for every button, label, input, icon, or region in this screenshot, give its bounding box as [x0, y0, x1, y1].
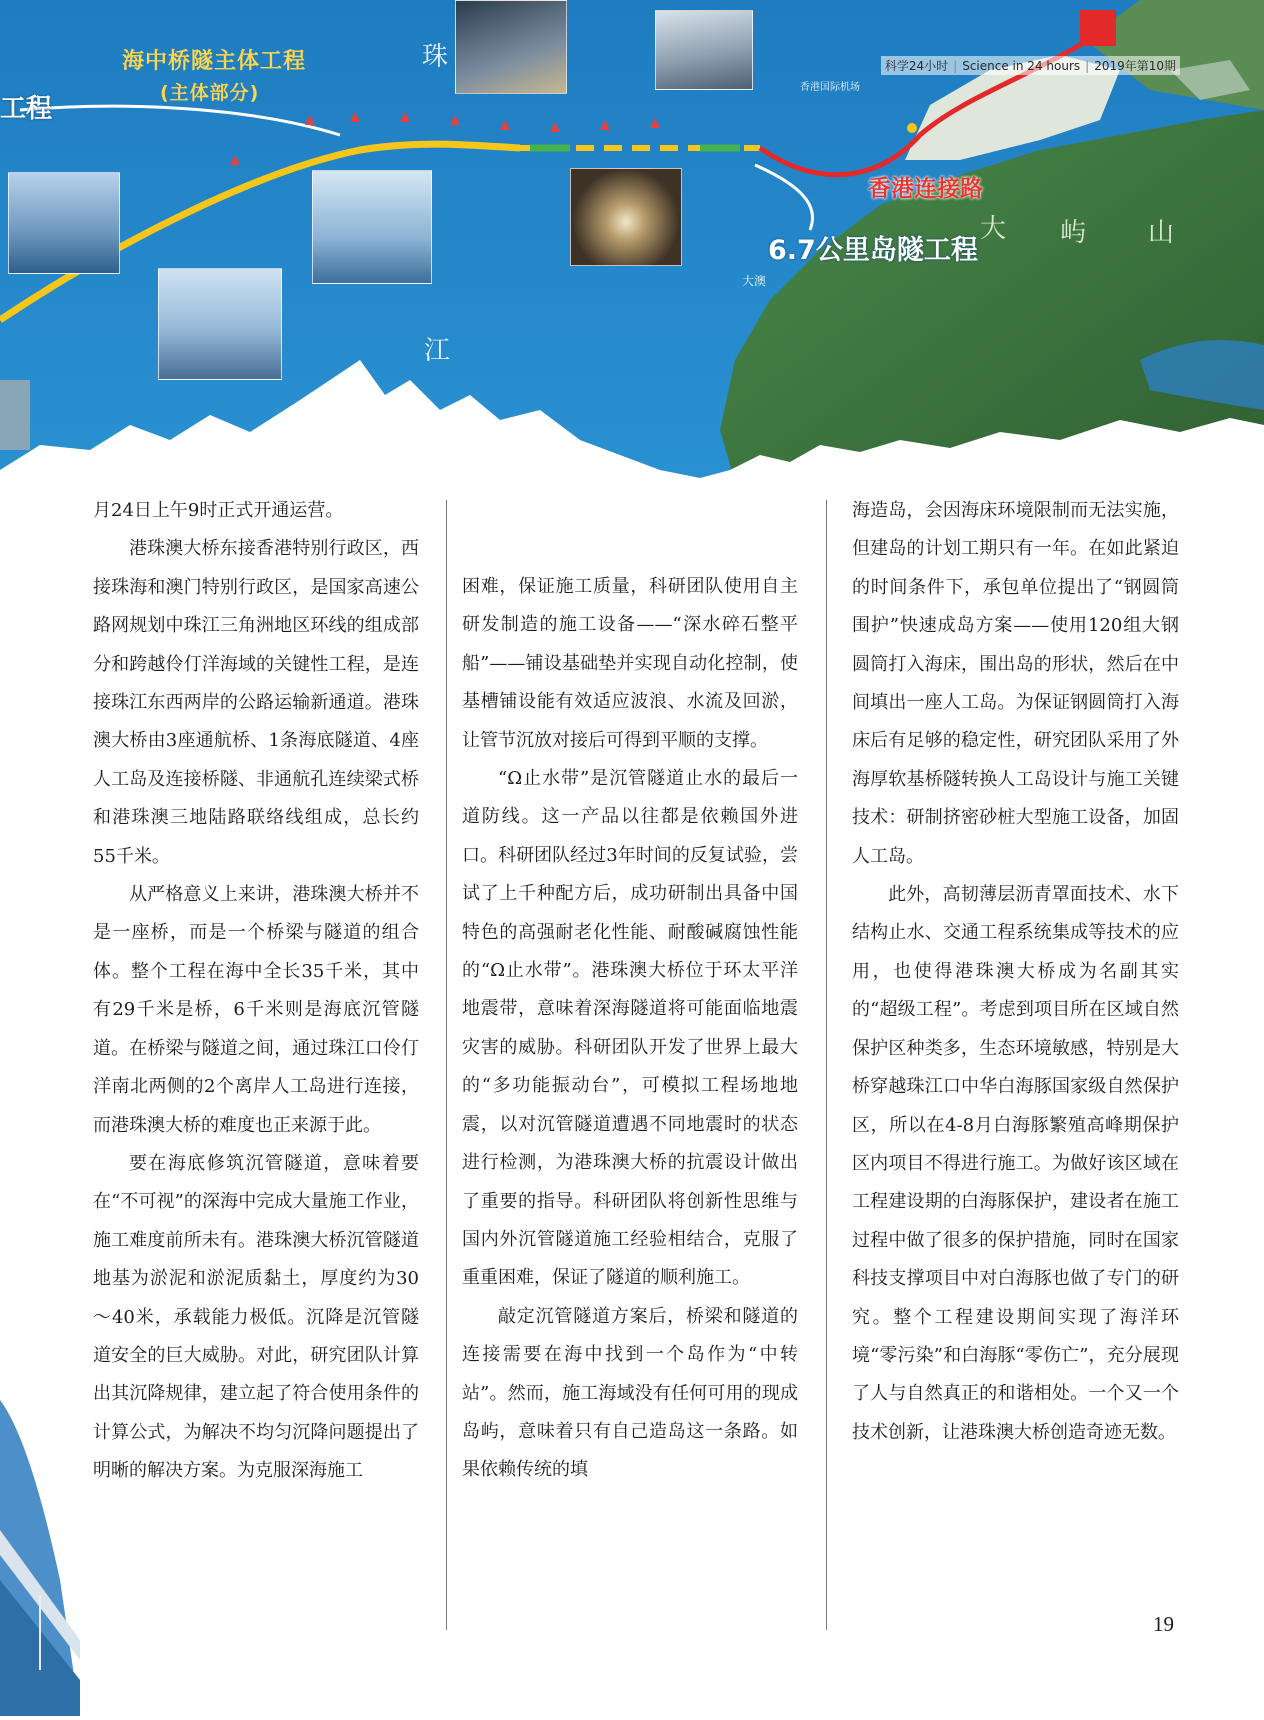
map-title-left: 工程	[0, 94, 53, 124]
text-column-1	[93, 492, 419, 1491]
bridge-photo-3	[158, 268, 282, 380]
map-char-yu: 屿	[1060, 218, 1087, 248]
bridge-photo-2	[312, 170, 432, 284]
dao-label: 大澳	[742, 274, 767, 288]
bridge-photo-1	[8, 172, 120, 274]
map-title-main: 海中桥隧主体工程	[122, 49, 307, 74]
tunnel-interior-photo	[570, 168, 682, 266]
map-title-sub: (主体部分)	[160, 82, 260, 104]
airport-label: 香港国际机场	[800, 82, 860, 93]
bridge-corner-photo	[0, 1380, 80, 1716]
tunnel-project-label: 6.7公里岛隧工程	[768, 235, 978, 266]
text-column-3	[852, 492, 1179, 1452]
map-char-jiang: 江	[424, 336, 451, 366]
column-divider-2	[826, 500, 827, 1630]
paragraph: 此外，高韧薄层沥青罩面技术、水下结构止水、交通工程系统集成等技术的应用，也使得港珠澳大桥成为名副其实的“超级工程”。考虑到项目所在区域自然保护区种类多，生态环境敏感，特别是大桥穿越珠江口中华白海豚国家级自然保护区，所以在4-8月白海豚繁殖高峰期保护区内项目不得进行施工。为做好该区域在工程建设期的白海豚保护，建设者在施工过程中做了很多的保护措施，同时在国家科技支撑项目中对白海豚也做了专门的研究。整个工程建设期间实现了海洋环境“零污染”和白海豚“零伤亡”，充分展现了人与自然真正的和谐相处。一个又一个技术创新，让港珠澳大桥创造奇迹无数。	[852, 884, 1179, 1443]
paragraph: 要在海底修筑沉管隧道，意味着要在“不可视”的深海中完成大量施工作业，施工难度前所未有。港珠澳大桥沉管隧道地基为淤泥和淤泥质黏土，厚度约为30～40米，承载能力极低。沉降是沉管隧道安全的巨大威胁。对此，研究团队计算出其沉降规律，建立起了符合使用条件的计算公式，为解决不均匀沉降问题提出了明晰的解决方案。为克服深海施工	[93, 1152, 419, 1482]
map-char-shan: 山	[1148, 218, 1175, 248]
island-render-photo-2	[655, 10, 753, 90]
paragraph: 敲定沉管隧道方案后，桥梁和隧道的连接需要在海中找到一个岛作为“中转站”。然而，施工海域没有任何可用的现成岛屿，意味着只有自己造岛这一条路。如果依赖传统的填	[462, 1305, 798, 1481]
text-column-2	[462, 568, 798, 1490]
hk-link-label: 香港连接路	[868, 176, 983, 202]
header-magazine-en: Science in 24 hours	[962, 59, 1081, 73]
header-issue: 2019年第10期	[1094, 59, 1176, 73]
paragraph: 从严格意义上来讲，港珠澳大桥并不是一座桥，而是一个桥梁与隧道的组合体。整个工程在海中全长35千米，其中有29千米是桥，6千米则是海底沉管隧道。在桥梁与隧道之间，通过珠江口伶仃洋南北两侧的2个离岸人工岛进行连接，而港珠澳大桥的难度也正来源于此。	[93, 884, 419, 1136]
paragraph: 海造岛，会因海床环境限制而无法实施，但建岛的计划工期只有一年。在如此紧迫的时间条件下，承包单位提出了“钢圆筒围护”快速成岛方案——使用120组大钢圆筒打入海床，围出岛的形状，然后在中间填出一座人工岛。为保证钢圆筒打入海床后有足够的稳定性，研究团队采用了外海厚软基桥隧转换人工岛设计与施工关键技术：研制挤密砂桩大型施工设备，加固人工岛。	[852, 500, 1179, 867]
column-divider-1	[446, 500, 447, 1630]
paragraph: 港珠澳大桥东接香港特别行政区，西接珠海和澳门特别行政区，是国家高速公路网规划中珠江三角洲地区环线的组成部分和跨越伶仃洋海域的关键性工程，是连接珠江东西两岸的公路运输新通道。港珠澳大桥由3座通航桥、1条海底隧道、4座人工岛及连接桥隧、非通航孔连续梁式桥和港珠澳三地陆路联络线组成，总长约55千米。	[93, 538, 419, 867]
page-number: 19	[1153, 1612, 1174, 1636]
map-char-zhu: 珠	[422, 42, 449, 72]
paragraph: “Ω止水带”是沉管隧道止水的最后一道防线。这一产品以往都是依赖国外进口。科研团队经过3年时间的反复试验，尝试了上千种配方后，成功研制出具备中国特色的高强耐老化性能、耐酸碱腐蚀性能的“Ω止水带”。港珠澳大桥位于环太平洋地震带，意味着深海隧道将可能面临地震灾害的威胁。科研团队开发了世界上最大的“多功能振动台”，可模拟工程场地地震，以对沉管隧道遭遇不同地震时的状态进行检测，为港珠澳大桥的抗震设计做出了重要的指导。科研团队将创新性思维与国内外沉管隧道施工经验相结合，克服了重重困难，保证了隧道的顺利施工。	[462, 768, 798, 1289]
running-header: 科学24小时 | Science in 24 hours | 2019年第10期	[881, 56, 1180, 75]
island-render-photo-1	[455, 0, 567, 94]
left-edge-photo	[0, 380, 30, 450]
hk-port-marker	[1080, 10, 1116, 46]
map-char-da: 大	[980, 214, 1007, 244]
paragraph: 困难，保证施工质量，科研团队使用自主研发制造的施工设备——“深水碎石整平船”——铺设基础垫并实现自动化控制，使基槽铺设能有效适应波浪、水流及回淤，让管节沉放对接后可得到平顺的支撑。	[462, 576, 798, 751]
header-magazine-cn: 科学24小时	[884, 59, 949, 73]
map-illustration	[0, 0, 1264, 500]
junction-marker	[907, 123, 917, 133]
paragraph: 月24日上午9时正式开通运营。	[93, 500, 344, 521]
